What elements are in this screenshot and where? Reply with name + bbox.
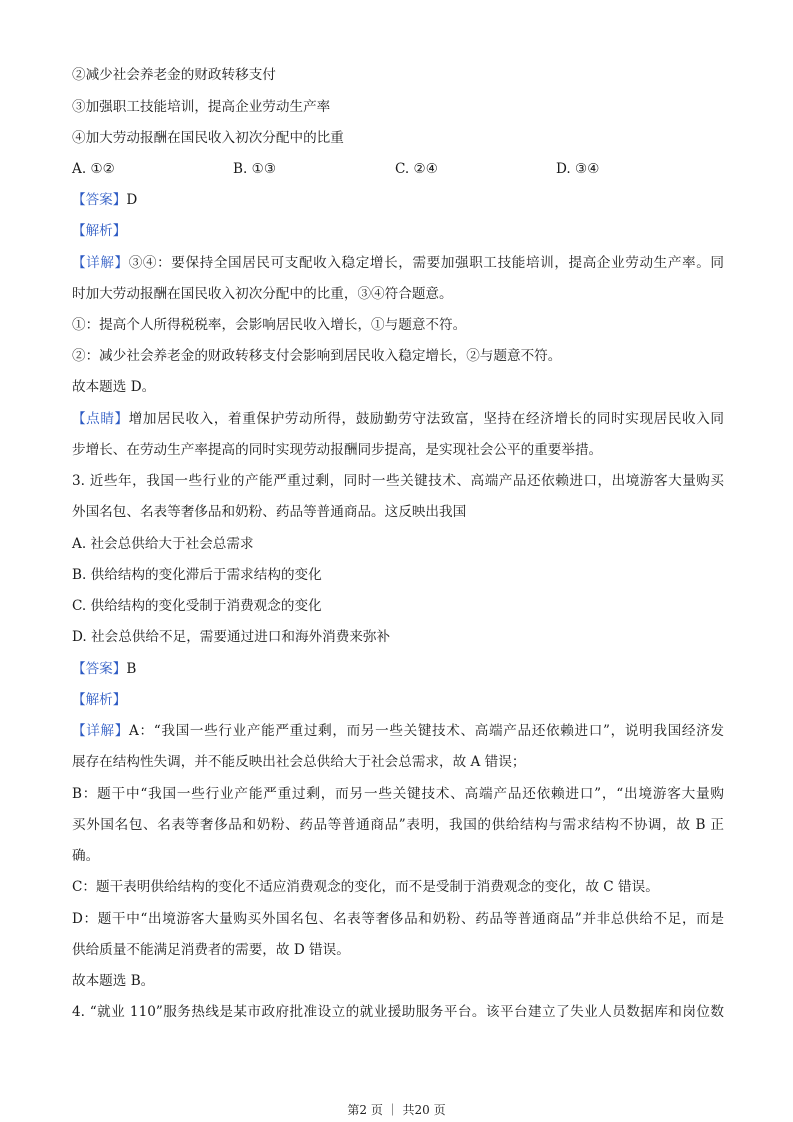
q3-stem-line-1: 3. 近些年，我国一些行业的产能严重过剩，同时一些关键技术、高端产品还依赖进口，出境游客大量购买 [72,473,724,489]
q2-conclusion: 故本题选 D。 [72,379,156,395]
answer-tag: 【答案】 [72,661,127,677]
q3-detail-a-line-1 [72,721,724,741]
q2-detail-line-3: ①：提高个人所得税税率，会影响居民收入增长，①与题意不符。 [72,317,467,333]
q2-point-text-1: 增加居民收入，着重保护劳动所得，鼓励勤劳守法致富，坚持在经济增长的同时实现居民收入同 [128,411,724,427]
q2-detail-line-2: 时加大劳动报酬在国民收入初次分配中的比重，③④符合题意。 [72,286,453,302]
q2-analysis-heading [72,221,724,241]
q3-option-d: D. 社会总供给不足，需要通过进口和海外消费来弥补 [72,629,391,645]
q2-choice-b: B. ①③ [233,161,277,177]
q3-detail-c-line-1: C：题干表明供给结构的变化不适应消费观念的变化，而不是受制于消费观念的变化，故 C 错误。 [72,879,659,895]
q2-choice-c: C. ②④ [395,161,438,177]
q3-analysis-heading [72,690,724,710]
q2-detail-line-4: ②：减少社会养老金的财政转移支付会影响到居民收入稳定增长，②与题意不符。 [72,348,562,364]
q2-point-line-1 [72,409,724,429]
q3-detail-a-text-1: A：“我国一些行业产能严重过剩，而另一些关键技术、高端产品还依赖进口”，说明我国经济发 [129,723,724,739]
q3-detail-d-line-2: 供给质量不能满足消费者的需要，故 D 错误。 [72,942,350,958]
q3-conclusion: 故本题选 B。 [72,973,155,989]
detail-tag: 【详解】 [72,723,129,739]
answer-value: B [126,661,137,677]
answer-tag: 【答案】 [72,192,127,208]
q2-answer [72,190,724,210]
q2-point-line-2: 步增长、在劳动生产率提高的同时实现劳动报酬同步提高，是实现社会公平的重要举措。 [72,442,603,458]
q2-choice-d: D. ③④ [556,161,600,177]
detail-tag: 【详解】 [72,255,129,271]
q2-detail-text-1: ③④：要保持全国居民可支配收入稳定增长，需要加强职工技能培训，提高企业劳动生产率。同 [128,255,724,271]
q2-option-item-4: ④加大劳动报酬在国民收入初次分配中的比重 [72,130,344,146]
q3-detail-a-line-2: 展存在结构性失调，并不能反映出社会总供给大于社会总需求，故 A 错误； [72,754,526,770]
q3-option-b: B. 供给结构的变化滞后于需求结构的变化 [72,567,322,583]
q3-option-c: C. 供给结构的变化受制于消费观念的变化 [72,598,322,614]
q3-detail-d-line-1: D：题干中“出境游客大量购买外国名包、名表等奢侈品和奶粉、药品等普通商品”并非总供给不足，而是 [72,911,724,927]
analysis-tag: 【解析】 [72,223,127,239]
q2-detail-line-1 [72,253,724,273]
q3-detail-b-line-2: 买外国名包、名表等奢侈品和奶粉、药品等普通商品”表明，我国的供给结构与需求结构不协调，故 B 正 [72,817,724,833]
q3-stem-line-2: 外国名包、名表等奢侈品和奶粉、药品等普通商品。这反映出我国 [72,504,467,520]
q2-option-item-3: ③加强职工技能培训，提高企业劳动生产率 [72,99,331,115]
analysis-tag: 【解析】 [72,692,127,708]
q3-detail-b-line-3: 确。 [72,848,100,864]
q2-option-item-2: ②减少社会养老金的财政转移支付 [72,67,276,83]
q3-option-a: A. 社会总供给大于社会总需求 [72,536,254,552]
q4-stem-line-1: 4. “就业 110”服务热线是某市政府批准设立的就业援助服务平台。该平台建立了失业人员数据库和岗位数 [72,1004,724,1020]
q2-choice-a: A. ①② [72,161,115,177]
q3-detail-b-line-1: B：题干中“我国一些行业产能严重过剩，而另一些关键技术、高端产品还依赖进口”，“出境游客大量购 [72,786,724,802]
q3-answer [72,659,724,679]
point-tag: 【点睛】 [72,411,129,427]
page-footer: 第2 页 ｜ 共20 页 [347,1103,446,1117]
answer-value: D [126,192,138,208]
